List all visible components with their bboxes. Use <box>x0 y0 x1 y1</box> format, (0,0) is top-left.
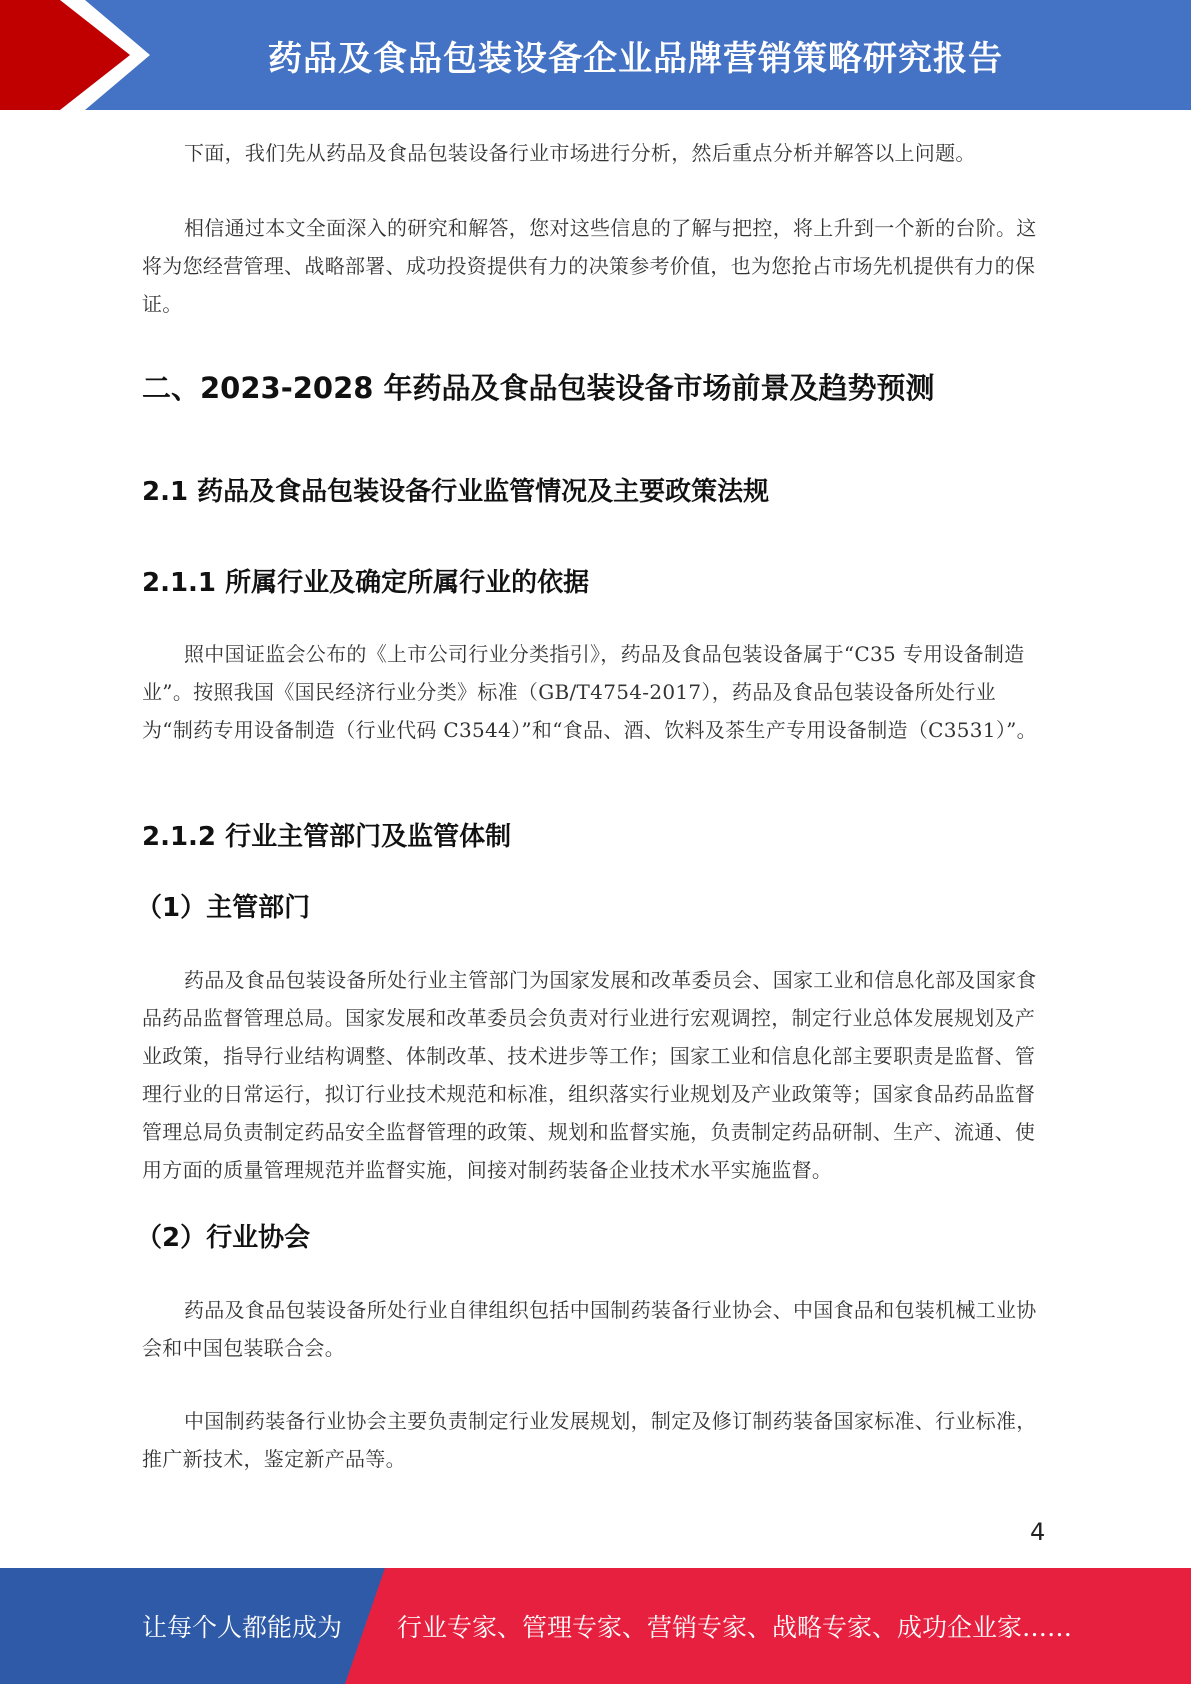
heading-2-1: 2.1 药品及食品包装设备行业监管情况及主要政策法规 <box>142 477 770 507</box>
page-header <box>0 0 1191 110</box>
paragraph-industry-classification: 照中国证监会公布的《上市公司行业分类指引》，药品及食品包装设备属于“C35 专用设备制造业”。按照我国《国民经济行业分类》标准（GB/T4754-2017），药品及食品包装设备所处行业为“制药专用设备制造（行业代码 C3544）”和“食品、酒、饮料及茶生产专用设备制造（C3531）”。 <box>142 642 1037 742</box>
footer-slogan-left: 让每个人都能成为 <box>142 1613 343 1642</box>
paragraph-value: 相信通过本文全面深入的研究和解答，您对这些信息的了解与把控，将上升到一个新的台阶。这将为您经营管理、战略部署、成功投资提供有力的决策参考价值，也为您抢占市场先机提供有力的保证。 <box>142 216 1037 316</box>
footer-slogan-right: 行业专家、管理专家、营销专家、战略专家、成功企业家…… <box>397 1613 1073 1642</box>
paragraph-pharma-association: 中国制药装备行业协会主要负责制定行业发展规划，制定及修订制药装备国家标准、行业标准，推广新技术，鉴定新产品等。 <box>142 1409 1037 1471</box>
paragraph-intro: 下面，我们先从药品及食品包装设备行业市场进行分析，然后重点分析并解答以上问题。 <box>184 141 976 165</box>
paragraph-competent-department: 药品及食品包装设备所处行业主管部门为国家发展和改革委员会、国家工业和信息化部及国家食品药品监督管理总局。国家发展和改革委员会负责对行业进行宏观调控，制定行业总体发展规划及产业政策，指导行业结构调整、体制改革、技术进步等工作；国家工业和信息化部主要职责是监督、管理行业的日常运行，拟订行业技术规范和标准，组织落实行业规划及产业政策等；国家食品药品监督管理总局负责制定药品安全监督管理的政策、规划和监督实施，负责制定药品研制、生产、流通、使用方面的质量管理规范并监督实施，间接对制药装备企业技术水平实施监督。 <box>142 968 1037 1182</box>
page-number: 4 <box>1030 1518 1046 1546</box>
heading-2-1-2: 2.1.2 行业主管部门及监管体制 <box>142 822 512 852</box>
report-title: 药品及食品包装设备企业品牌营销策略研究报告 <box>268 38 1003 79</box>
page-footer <box>0 1568 1191 1684</box>
paragraph-industry-association: 药品及食品包装设备所处行业自律组织包括中国制药装备行业协会、中国食品和包装机械工业协会和中国包装联合会。 <box>142 1298 1037 1360</box>
section-heading-2: 二、2023-2028 年药品及食品包装设备市场前景及趋势预测 <box>142 371 935 405</box>
heading-industry-association: （2）行业协会 <box>136 1223 311 1253</box>
heading-2-1-1: 2.1.1 所属行业及确定所属行业的依据 <box>142 568 590 598</box>
heading-competent-department: （1）主管部门 <box>136 893 311 923</box>
